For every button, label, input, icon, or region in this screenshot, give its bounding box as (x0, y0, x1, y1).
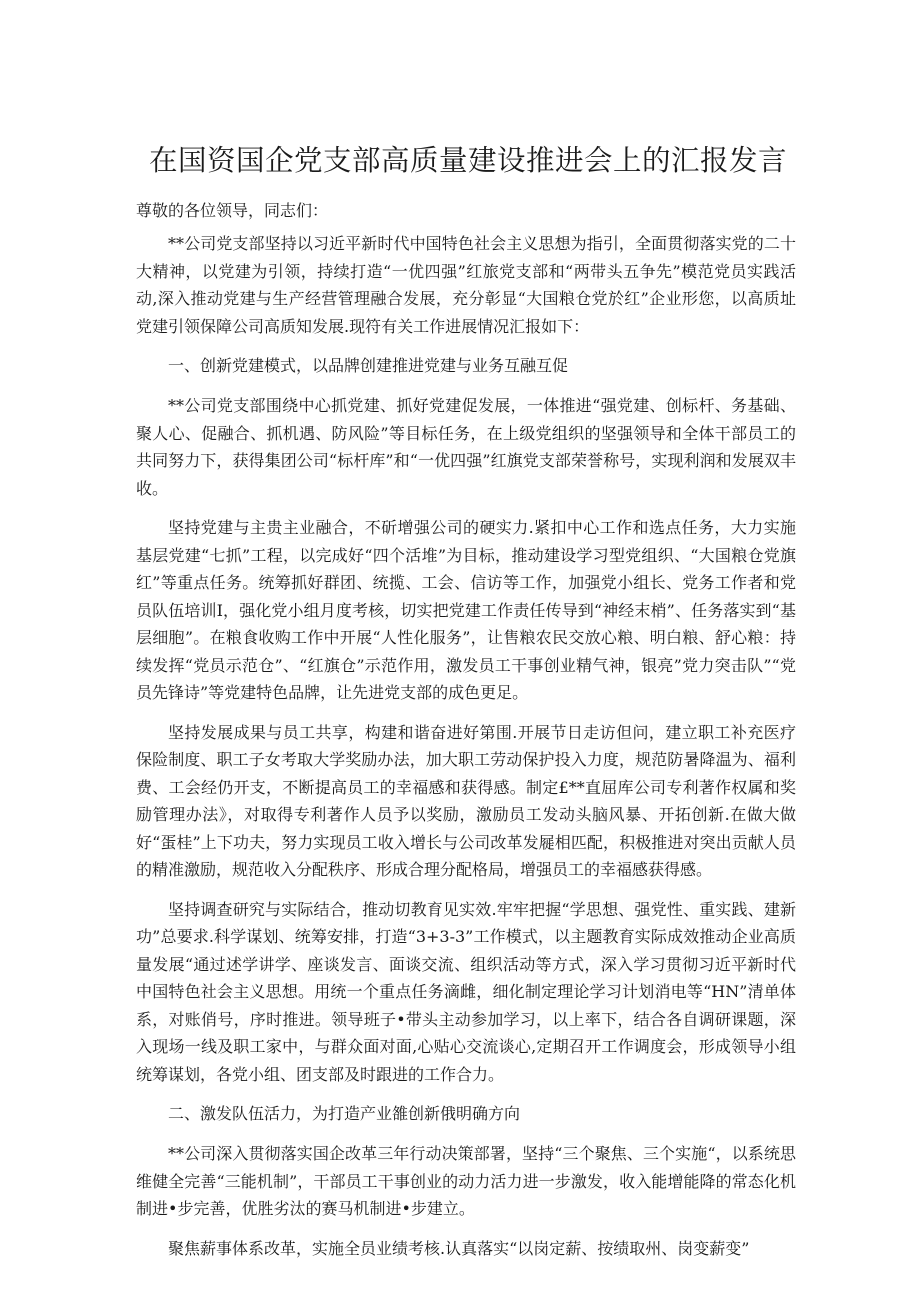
body-paragraph: 聚焦薪事体系改革，实施全员业绩考核.认真落实“以岗定薪、按绩取州、岗变薪变” (168, 1238, 750, 1258)
body-paragraph: **公司深入贯彻落实国企改革三年行动决策部署，坚持“三个聚焦、三个实施“，以系统思维健全完善“三能机制”，干部员工干事创业的动力活力进一步激发，收入能增能降的常态化机制进•步完善，优胜劣汰的赛马机制进•步建立。 (136, 1144, 796, 1218)
section-heading: 二、激发队伍活力，为打造产业雒创新俄明确方向 (168, 1104, 521, 1123)
document-body (136, 230, 796, 1262)
body-paragraph: 坚持发展成果与员工共享，构建和谐奋进好第围.开展节日走访但问，建立职工补充医疗保险制度、职工子女考取大学奖励办法，加大职工劳动保护投入力度，规范防暑降温为、福利费、工会经仍开支，不断提高员工的幸福感和获得感。制定£**直屈库公司专利著作权属和奖励管理办法》，对取得专利著作人员予以奖励，激励员工发动头脑风暴、开拓创新.在做大做好“蛋桂”上下功夫，努力实现员工收入增长与公司改革发屣相匹配，积极推进对突出贡献人员的精准激励，规范收入分配秩序、形成合理分配格局，增强员工的幸福感获得感。 (136, 722, 796, 879)
body-paragraph: **公司党支部坚持以习近平新时代中国特色社会主义思想为指引，全面贯彻落实党的二十大精神，以党建为引领，持续打造“一优四强”红旅党支部和“两带头五争先”模范党员实践活动,深入推动党建与生产经营管理融合发展，充分彰显“大国粮仓党於红”企业形您，以高质址党建引领保障公司高质知发展.现符有关工作进展情况汇报如下： (136, 234, 796, 336)
section-heading: 一、创新党建模式，以品牌创建推进党建与业务互融互促 (168, 356, 569, 375)
document-title: 在国资国企党支部高质量建设推进会上的汇报发言 (148, 144, 787, 177)
body-paragraph: **公司党支部围绕中心抓党建、抓好党建促发展，一体推进“强党建、创标杆、务基础、聚人心、促融合、抓机遇、防风险”等目标任务，在上级党组织的坚强领导和全体干部员工的共同努力下，获得集团公司“标杆库”和“一优四强”红旗党支部荣誉称号，实现利润和发展双丰收。 (136, 396, 796, 498)
body-paragraph: 坚持党建与主贵主业融合，不斫增强公司的硬实力.紧扣中心工作和选点任务，大力实施基层党建“七抓”工程，以完成好“四个活堆”为目标，推动建设学习型党组织、“大国粮仓党旗红”等重点任务。统筹抓好群团、统揽、工会、信访等工作，加强党小组长、党务工作者和党员队伍培训I，强化党小组月度考核，切实把党建工作责任传导到“神经末梢”、任务落实到“基层细胞”。在粮食收购工作中开展“人性化服务”，让售粮农民交放心粮、明白粮、舒心粮：持续发挥“党员示范仓”、“红旗仓”示范作用，激发员工干事创业精气神，银亮”党力突击队”“党员先锋诗”等党建特色品牌，让先进党支部的成色更足。 (136, 518, 796, 702)
salutation: 尊敬的各位领导，同志们： (136, 201, 329, 220)
body-paragraph: 坚持调查研究与实际结合，推动切教育见实效.牢牢把握“学思想、强党性、重实践、建新功”总要求.科学谋划、统筹安排，打造“3+3-3”工作模式，以主题教育实际成效推动企业高质量发展“通过述学讲学、座谈发言、面谈交流、组织活动等方式，深入学习贯彻习近平新时代中国特色社会主义思想。用统一个重点任务滴雌，细化制定理论学习计划消电等“HN”清单体系，对账俏号，序时推进。领导班子•带头主动参加学习，以上率下，结合各自调研课题，深入现场一线及职工家中，与群众面对面,心贴心交流谈心,定期召开工作调度会，形成领导小组统筹谋划，各党小组、团支部及时跟进的工作合力。 (136, 899, 796, 1084)
